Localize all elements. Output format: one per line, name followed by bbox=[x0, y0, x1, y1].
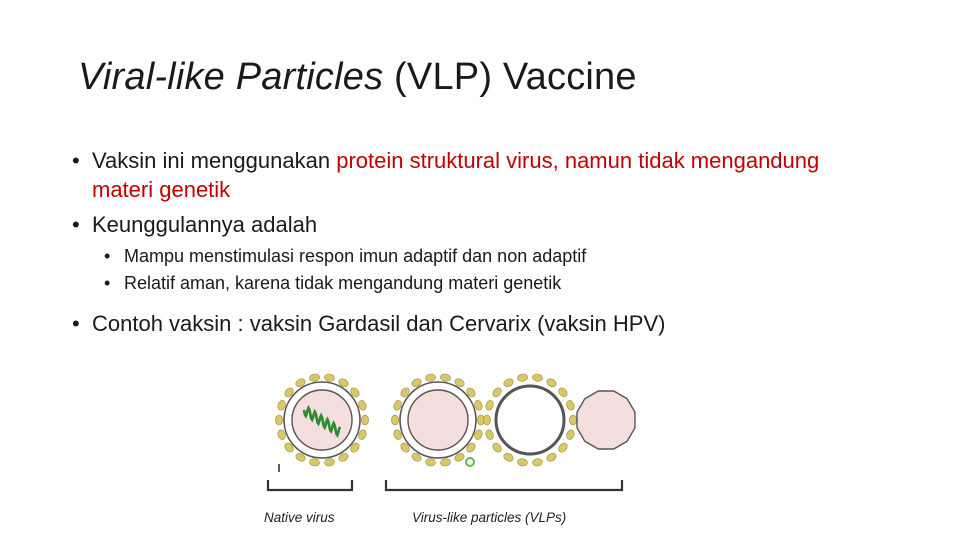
vlp-hollow-spike bbox=[517, 458, 528, 467]
vlp-hollow-spike bbox=[485, 399, 495, 411]
vlp-enveloped-spike bbox=[391, 415, 398, 425]
native-virus-spike bbox=[361, 415, 368, 425]
vlp-hollow-spike bbox=[532, 458, 543, 467]
vlp-figure bbox=[258, 368, 648, 534]
native-virus-spike bbox=[324, 373, 335, 382]
vlp-hollow-capsid bbox=[496, 386, 564, 454]
bullet-examples bbox=[72, 309, 832, 338]
vlp-hollow-spike bbox=[502, 452, 514, 463]
vlp-hollow-spike bbox=[502, 377, 514, 388]
vlp-hollow-spike bbox=[545, 377, 557, 388]
vlp-bracket bbox=[386, 480, 622, 490]
bullet2-text: Keunggulannya adalah bbox=[92, 212, 318, 237]
vlp-hollow-spike bbox=[491, 386, 503, 398]
vlp-hollow-spike bbox=[557, 441, 569, 453]
bullet-list bbox=[72, 146, 832, 338]
bullet1-text: Vaksin ini menggunakan bbox=[92, 148, 337, 173]
caption-vlp: Virus-like particles (VLPs) bbox=[412, 510, 567, 525]
vlp-hollow-spike bbox=[532, 373, 543, 382]
vlp-enveloped-spike bbox=[425, 373, 436, 382]
sub-bullet-immune bbox=[104, 243, 832, 270]
vlp-enveloped-capsid bbox=[408, 390, 468, 450]
native-bracket bbox=[268, 480, 352, 490]
vlp-enveloped-spike bbox=[440, 458, 451, 467]
bullet3-text: Contoh vaksin : vaksin Gardasil dan Cervarix (vaksin HPV) bbox=[92, 311, 666, 336]
small-green-circle bbox=[466, 458, 474, 466]
native-virus-spike bbox=[324, 458, 335, 467]
bullet-advantages bbox=[72, 210, 832, 239]
caption-native: Native virus bbox=[264, 510, 335, 525]
slide-title bbox=[78, 56, 637, 99]
vlp-hollow-spike bbox=[557, 386, 569, 398]
native-virus-spike bbox=[309, 458, 320, 467]
sub-bullet-safety bbox=[104, 270, 832, 297]
vlp-hollow-spike bbox=[483, 415, 490, 425]
vlp-illustration bbox=[258, 368, 648, 534]
vlp-hollow-spike bbox=[485, 429, 495, 441]
vlp-enveloped-spike bbox=[440, 373, 451, 382]
native-virus-spike bbox=[275, 415, 282, 425]
vlp-hollow-spike bbox=[545, 452, 557, 463]
vlp-hollow-spike bbox=[565, 399, 575, 411]
bullet-vaccine-description bbox=[72, 146, 832, 204]
vlp-enveloped-spike bbox=[425, 458, 436, 467]
vlp-hollow-spike bbox=[565, 429, 575, 441]
native-virus-spike bbox=[309, 373, 320, 382]
title-rest: (VLP) Vaccine bbox=[383, 56, 637, 98]
bullet1-highlight: protein struktural virus, namun tidak mengandung materi genetik bbox=[92, 148, 820, 202]
sub1-text: Mampu menstimulasi respon imun adaptif dan non adaptif bbox=[124, 246, 587, 266]
vlp-hollow-spike bbox=[569, 415, 576, 425]
sub2-text: Relatif aman, karena tidak mengandung materi genetik bbox=[124, 273, 562, 293]
vlp-hollow-spike bbox=[517, 373, 528, 382]
title-italic: Viral-like Particles bbox=[78, 56, 384, 98]
vlp-capsid-only bbox=[577, 391, 635, 449]
vlp-hollow-spike bbox=[491, 441, 503, 453]
